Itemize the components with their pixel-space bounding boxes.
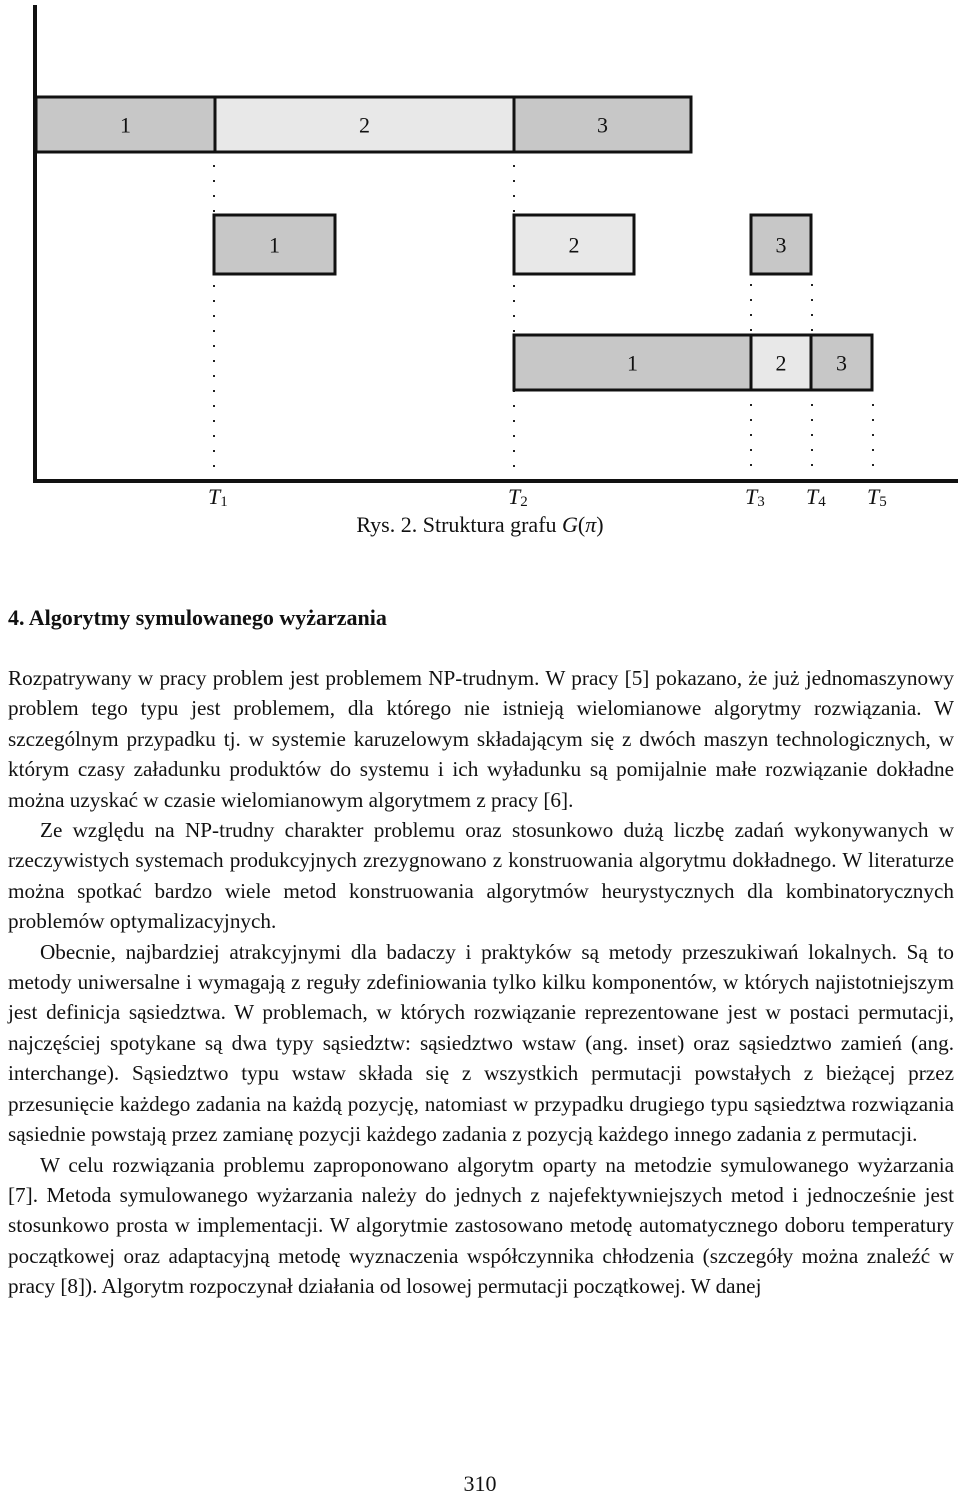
gantt-block-label: 2 (568, 232, 580, 258)
paragraph-2: Ze względu na NP-trudny charakter problemu oraz stosunkowo dużą liczbę zadań wykonywanych w rzeczywistych systemach produkcyjnych zrezygnowano z konstruowania algorytmu dokładnego. W literaturze można spotkać bardzo wiele metod konstruowania algorytmów heurystycznych dla kombinatorycznych problemów optymalizacyjnych. (8, 818, 954, 934)
page-number: 310 (463, 1471, 497, 1496)
caption-pi: π (585, 512, 597, 537)
gantt-block-label: 1 (627, 350, 638, 376)
caption-symbol: G (562, 512, 578, 537)
gantt-figure (0, 0, 960, 510)
caption-prefix: Rys. 2. Struktura grafu (356, 512, 563, 537)
gantt-block (751, 335, 811, 390)
gantt-block (751, 215, 811, 274)
gantt-block (514, 215, 634, 274)
paragraph-1: Rozpatrywany w pracy problem jest problemem NP-trudnym. W pracy [5] pokazano, że już jednomaszynowy problem tego typu jest problemem, dla którego nie istnieją wielomianowe algorytmy rozwiązania. W szczególnym przypadku tj. w systemie karuzelowym składającym się z dwóch maszyn technologicznych, w którym czasy załadunku produktów do systemu i ich wyładunku są pomijalnie małe rozwiązanie dokładne można uzyskać w czasie wielomianowym algorytmem z pracy [6]. (8, 666, 954, 812)
gantt-block-label: 2 (359, 112, 370, 138)
time-marker-label: T1 (208, 484, 228, 510)
time-guides (214, 150, 873, 478)
paragraph-4: W celu rozwiązania problemu zaproponowano algorytm oparty na metodzie symulowanego wyżarzania [7]. Metoda symulowanego wyżarzania należy do jednych z najefektywniejszych metod i jednocześnie jest stosunkowo prosta w implementacji. W algorytmie zastosowano metodę automatycznego doboru temperatury początkowej oraz adaptacyjną metodę wyznaczenia współczynnika chłodzenia (szczegóły można znaleźć w pracy [8]). Algorytm rozpoczynał działania od losowej permutacji początkowej. W danej (8, 1152, 954, 1299)
section-title: 4. Algorytmy symulowanego wyżarzania (8, 605, 387, 630)
gantt-block-label: 3 (836, 350, 847, 376)
figure-caption (0, 512, 960, 538)
time-marker-label: T2 (508, 484, 528, 510)
gantt-blocks (36, 97, 872, 390)
gantt-block-label: 1 (120, 112, 131, 138)
figure-axes (33, 5, 958, 482)
gantt-block (214, 215, 335, 274)
gantt-block-label: 3 (597, 112, 608, 138)
caption-open-paren: ( (577, 512, 586, 537)
time-marker-label: T5 (867, 484, 887, 510)
gantt-block (811, 335, 872, 390)
paragraph-3: Obecnie, najbardziej atrakcyjnymi dla badaczy i praktyków są metody przeszukiwań lokalnych. Są to metody uniwersalne i wymagają z reguły zdefiniowania tylko kilku komponentów, w których najistotniejszym jest definicja sąsiedztwa. W problemach, w których rozwiązanie reprezentowane jest w postaci permutacji, najczęściej spotykane są dwa typy sąsiedztw: sąsiedztwo wstaw (ang. inset) oraz sąsiedztwo zamień (ang. interchange). Sąsiedztwo typu wstaw składa się z wszystkich permutacji powstałych z bieżącej przez przesunięcie każdego zadania na każdą pozycję, natomiast w przypadku drugiego typu sąsiedztwa rozwiązania sąsiednie powstają przez zamianę pozycji każdego zadania z pozycją każdego innego zadania z permutacji. (8, 939, 954, 1147)
time-marker-label: T3 (745, 484, 765, 510)
body-text (8, 663, 954, 1302)
gantt-block-label: 3 (775, 232, 787, 258)
gantt-block (215, 97, 514, 152)
caption-close-paren: ) (596, 512, 604, 537)
time-marker-label: T4 (806, 484, 826, 510)
gantt-block (36, 97, 215, 152)
gantt-block-label: 1 (269, 232, 280, 258)
gantt-block (514, 335, 751, 390)
gantt-block-label: 2 (775, 350, 787, 376)
gantt-block (514, 97, 691, 152)
time-marker-labels (208, 484, 887, 510)
